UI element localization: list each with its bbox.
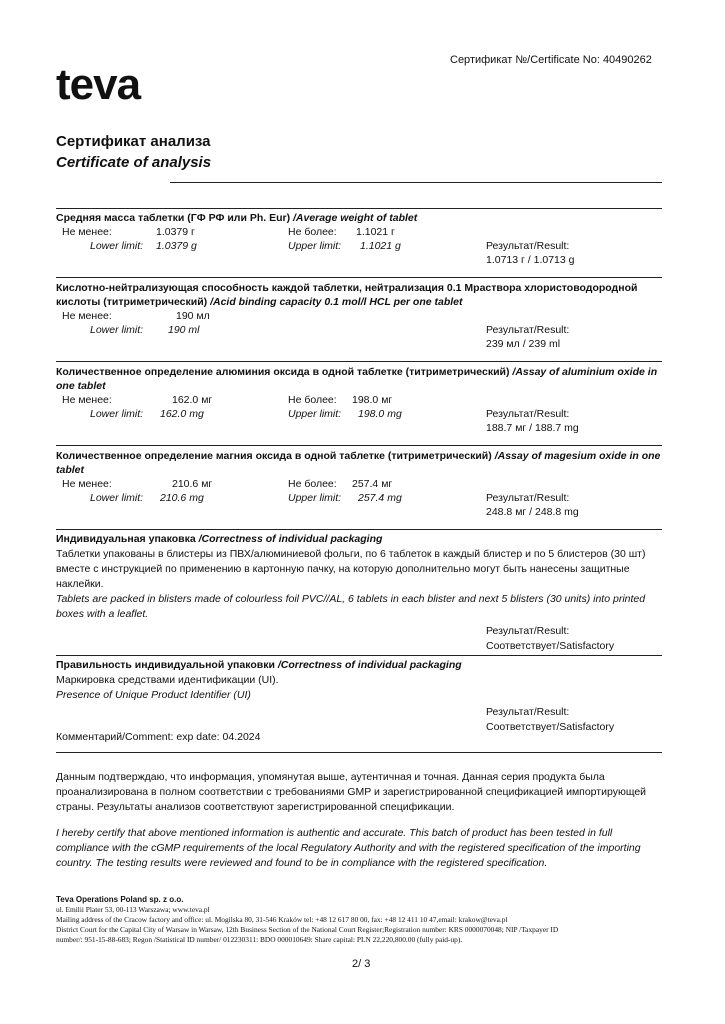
limits-row-ru: Не менее: 210.6 мг Не более: 257.4 мг bbox=[62, 478, 393, 490]
divider bbox=[56, 445, 662, 446]
packaging-correctness-text-en: Presence of Unique Product Identifier (UI) bbox=[56, 689, 251, 701]
result-row bbox=[56, 421, 666, 435]
footer-company: Teva Operations Poland sp. z o.o. bbox=[56, 895, 184, 904]
footer-line: Mailing address of the Cracow factory and office: ul. Mogilska 80, 31-546 Kraków tel: +48 12 617 80 00, fax: +48 12 411 10 47,email: krakow@teva.pl bbox=[56, 915, 508, 924]
result-value: Соответствует/Satisfactory bbox=[486, 721, 615, 733]
section-title: Правильность индивидуальной упаковки /Correctness of individual packaging bbox=[56, 659, 462, 671]
section-average-weight bbox=[56, 211, 666, 267]
certificate-number: Сертификат №/Certificate No: 40490262 bbox=[450, 54, 652, 66]
footer-line: ul. Emilii Plater 53, 00-113 Warszawa; www.teva.pl bbox=[56, 905, 210, 914]
section-title: Индивидуальная упаковка /Correctness of individual packaging bbox=[56, 533, 383, 545]
result-row bbox=[56, 505, 666, 519]
result-label: Результат/Result: bbox=[486, 625, 570, 637]
result-value: 188.7 мг / 188.7 mg bbox=[486, 422, 579, 434]
limits-row-en: Lower limit: 190 ml Результат/Result: bbox=[90, 324, 570, 336]
section-title: Кислотно-нейтрализующая способность каждой таблетки, нейтрализация 0.1 Мраствора хлористоводородной кислоты (титриметрический) /Acid binding capacity 0.1 mol/l HCL per one tablet bbox=[56, 282, 638, 308]
result-value: 1.0713 г / 1.0713 g bbox=[486, 254, 575, 266]
teva-logo: teva bbox=[56, 60, 141, 109]
page-number: 2/ 3 bbox=[352, 958, 371, 970]
divider bbox=[56, 529, 662, 530]
packaging-correctness-text-ru: Маркировка средствами идентификации (UI). bbox=[56, 674, 279, 686]
packaging-text-ru: Таблетки упакованы в блистеры из ПВХ/алюминиевой фольги, по 6 таблеток в каждый блистер и по 5 блистеров (30 шт) вместе с инструкцией по применению в картонную пачку, на которую дополнительно могут быть нанесены защитные наклейки. bbox=[56, 548, 646, 590]
result-row bbox=[56, 253, 666, 267]
section-title: Средняя масса таблетки (ГФ РФ или Ph. Eur) /Average weight of tablet bbox=[56, 212, 418, 224]
result-row bbox=[56, 337, 666, 351]
section-acid-binding bbox=[56, 281, 666, 351]
result-value: 248.8 мг / 248.8 mg bbox=[486, 506, 579, 518]
section-magnesium-oxide bbox=[56, 449, 666, 519]
statement-en: I hereby certify that above mentioned information is authentic and accurate. This batch of product has been tested in full compliance with the cGMP requirements of the local Regulatory Authority and with the registered specification of the importing country. The testing results were reviewed and found to be in compliance with the registered specification. bbox=[56, 827, 641, 869]
divider bbox=[56, 277, 662, 278]
packaging-text-en: Tablets are packed in blisters made of colourless foil PVC//AL, 6 tablets in each blister and next 5 blisters (30 units) into printed boxes with a leaflet. bbox=[56, 593, 646, 620]
section-title: Количественное определение алюминия оксида в одной таблетке (титриметрический) /Assay of aluminium oxide in one tablet bbox=[56, 366, 658, 392]
title-en: Certificate of analysis bbox=[56, 154, 212, 171]
limits-row-ru: Не менее: 1.0379 г Не более: 1.1021 г bbox=[62, 226, 395, 238]
limits-row-en: Lower limit: 210.6 mg Upper limit: 257.4 mg Результат/Result: bbox=[90, 492, 570, 504]
limits-row-en: Lower limit: 162.0 mg Upper limit: 198.0 mg Результат/Result: bbox=[90, 408, 570, 420]
section-packaging-correctness bbox=[56, 658, 666, 735]
footer-line: number/: 951-15-88-683; Regon /Statistical ID number/ 012230311: BDO 000010649: Share capital: PLN 22,220,800.00 (fully paid-up). bbox=[56, 935, 463, 944]
footer-line: District Court for the Capital City of Warsaw in Warsaw, 12th Business Section of the National Court Register;Registration number: KRS 0000070048; NIP /Taxpayer ID bbox=[56, 925, 559, 934]
divider bbox=[56, 655, 662, 656]
statement-ru: Данным подтверждаю, что информация, упомянутая выше, аутентичная и точная. Данная серия продукта была проанализирована в полном соответствии с требованиями GMP и зарегистрированной спецификацией импортирующей страны. Результаты анализов соответствуют зарегистрированной спецификации. bbox=[56, 771, 647, 813]
limits-row-ru: Не менее: 190 мл bbox=[62, 310, 210, 322]
divider bbox=[56, 208, 662, 209]
result-value: Соответствует/Satisfactory bbox=[486, 640, 615, 652]
limits-row-en: Lower limit: 1.0379 g Upper limit: 1.1021 g Результат/Result: bbox=[90, 240, 570, 252]
divider bbox=[170, 182, 662, 183]
divider bbox=[56, 361, 662, 362]
result-value: 239 мл / 239 ml bbox=[486, 338, 561, 350]
section-aluminium-oxide bbox=[56, 365, 666, 435]
divider bbox=[56, 752, 662, 753]
title-ru: Сертификат анализа bbox=[56, 133, 211, 150]
comment: Комментарий/Comment: exp date: 04.2024 bbox=[56, 731, 261, 743]
footer bbox=[56, 895, 666, 945]
limits-row-ru: Не менее: 162.0 мг Не более: 198.0 мг bbox=[62, 394, 393, 406]
section-title: Количественное определение магния оксида в одной таблетке (титриметрический) /Assay of magesium oxide in one tablet bbox=[56, 450, 661, 476]
section-individual-packaging bbox=[56, 532, 666, 654]
result-label: Результат/Result: bbox=[486, 706, 570, 718]
